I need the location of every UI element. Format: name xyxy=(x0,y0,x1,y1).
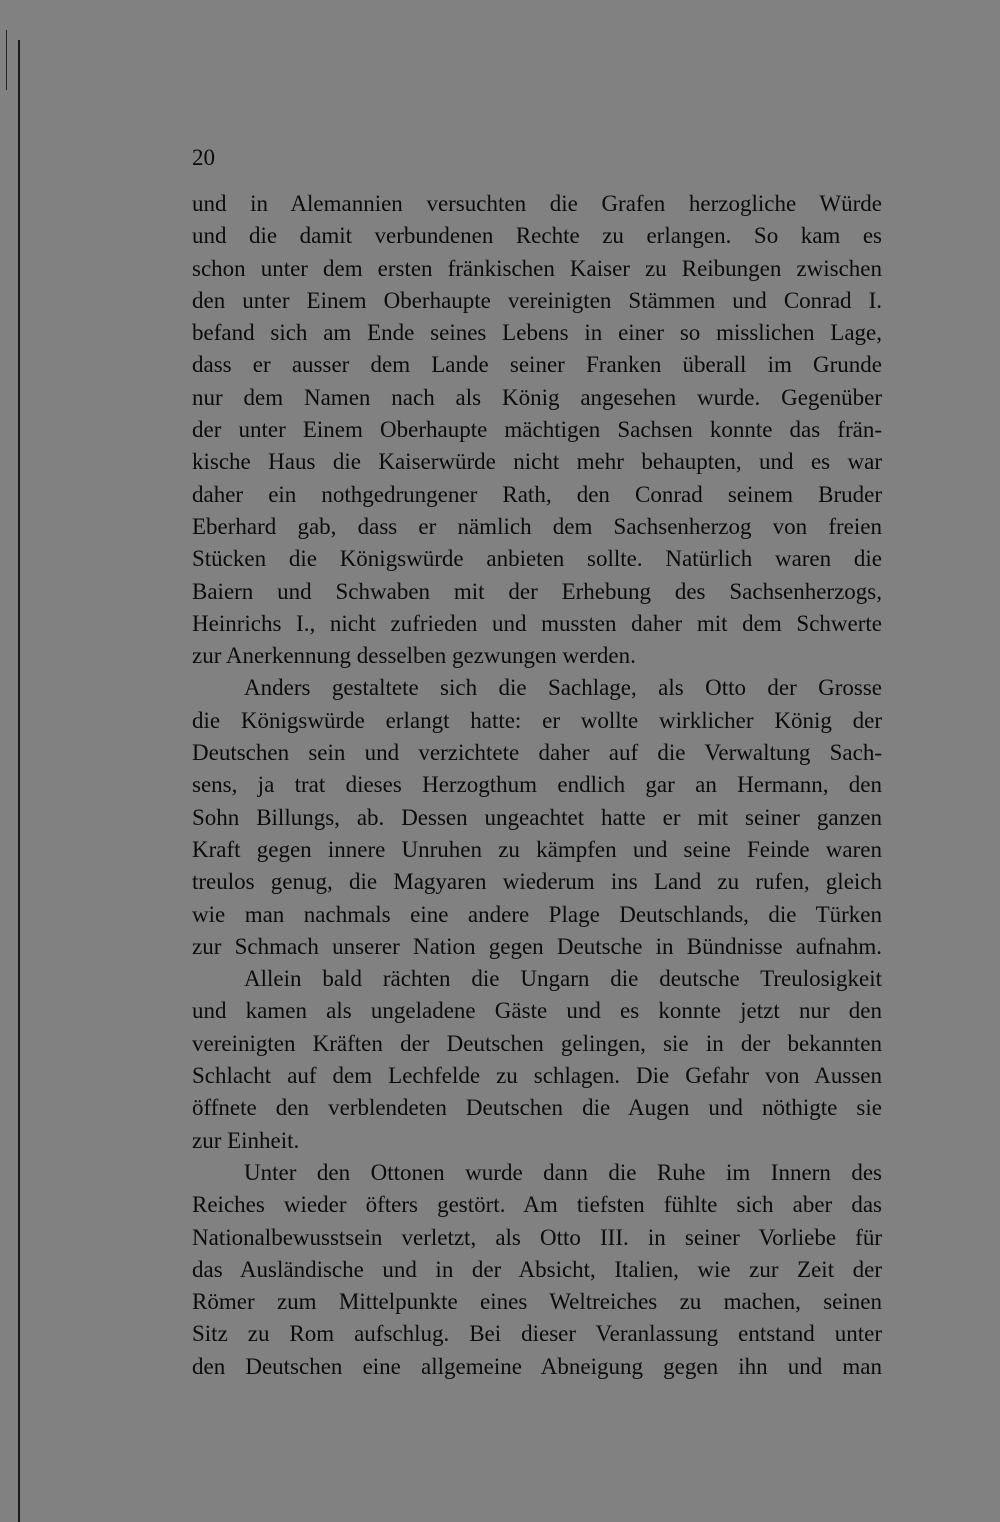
text-line: Allein bald rächten die Ungarn die deutsche Treulosigkeit xyxy=(244,966,882,992)
text-line: Stücken die Königswürde anbieten sollte. Natürlich waren die xyxy=(192,546,882,572)
text-line: zur Einheit. xyxy=(192,1127,300,1153)
scan-edge-mark xyxy=(6,30,7,90)
text-line: und in Alemannien versuchten die Grafen herzogliche Würde xyxy=(192,191,882,216)
text-line: Anders gestaltete sich die Sachlage, als Otto der Grosse xyxy=(244,675,882,701)
text-line: Unter den Ottonen wurde dann die Ruhe im Innern des xyxy=(244,1159,882,1185)
text-line: nur dem Namen nach als König angesehen wurde. Gegenüber xyxy=(192,384,882,410)
text-line: schon unter dem ersten fränkischen Kaiser zu Reibungen zwischen xyxy=(192,255,882,281)
text-line: Eberhard gab, dass er nämlich dem Sachsenherzog von freien xyxy=(192,513,882,539)
text-line: treulos genug, die Magyaren wiederum ins Land zu rufen, gleich xyxy=(192,869,882,895)
text-line: sens, ja trat dieses Herzogthum endlich gar an Hermann, den xyxy=(192,772,882,798)
text-line: der unter Einem Oberhaupte mächtigen Sachsen konnte das frän- xyxy=(192,417,882,443)
text-line: Nationalbewusstsein verletzt, als Otto III. in seiner Vorliebe für xyxy=(192,1224,882,1250)
text-line: daher ein nothgedrungener Rath, den Conrad seinem Bruder xyxy=(192,481,882,507)
text-line: vereinigten Kräften der Deutschen gelingen, sie in der bekannten xyxy=(192,1030,882,1056)
text-line: das Ausländische und in der Absicht, Italien, wie zur Zeit der xyxy=(192,1256,882,1282)
text-line: wie man nachmals eine andere Plage Deutschlands, die Türken xyxy=(192,901,882,927)
body-text xyxy=(192,188,882,1383)
text-line: Heinrichs I., nicht zufrieden und mussten daher mit dem Schwerte xyxy=(192,610,882,636)
text-line: Sohn Billungs, ab. Dessen ungeachtet hatte er mit seiner ganzen xyxy=(192,804,882,830)
text-line: und die damit verbundenen Rechte zu erlangen. So kam es xyxy=(192,223,882,249)
page-number: 20 xyxy=(192,145,215,170)
text-line: Schlacht auf dem Lechfelde zu schlagen. Die Gefahr von Aussen xyxy=(192,1063,882,1089)
text-line: Baiern und Schwaben mit der Erhebung des Sachsenherzogs, xyxy=(192,578,882,604)
text-line: Deutschen sein und verzichtete daher auf die Verwaltung Sach- xyxy=(192,740,882,766)
text-line: befand sich am Ende seines Lebens in einer so misslichen Lage, xyxy=(192,320,882,346)
text-line: öffnete den verblendeten Deutschen die Augen und nöthigte sie xyxy=(192,1095,882,1121)
text-line: Sitz zu Rom aufschlug. Bei dieser Veranlassung entstand unter xyxy=(192,1321,882,1347)
text-line: den unter Einem Oberhaupte vereinigten Stämmen und Conrad I. xyxy=(192,287,882,313)
text-line: zur Anerkennung desselben gezwungen werden. xyxy=(192,643,636,669)
text-line: Reiches wieder öfters gestört. Am tiefsten fühlte sich aber das xyxy=(192,1192,882,1218)
text-line: den Deutschen eine allgemeine Abneigung gegen ihn und man xyxy=(192,1353,882,1379)
text-line: zur Schmach unserer Nation gegen Deutsche in Bündnisse aufnahm. xyxy=(192,933,882,959)
text-line: die Königswürde erlangt hatte: er wollte wirklicher König der xyxy=(192,707,882,733)
text-line: kische Haus die Kaiserwürde nicht mehr behaupten, und es war xyxy=(192,449,882,475)
text-line: Kraft gegen innere Unruhen zu kämpfen und seine Feinde waren xyxy=(192,836,882,862)
text-line: und kamen als ungeladene Gäste und es konnte jetzt nur den xyxy=(192,998,882,1024)
text-line: Römer zum Mittelpunkte eines Weltreiches zu machen, seinen xyxy=(192,1289,882,1315)
scan-edge-shadow xyxy=(18,40,20,1522)
text-line: dass er ausser dem Lande seiner Franken überall im Grunde xyxy=(192,352,882,378)
